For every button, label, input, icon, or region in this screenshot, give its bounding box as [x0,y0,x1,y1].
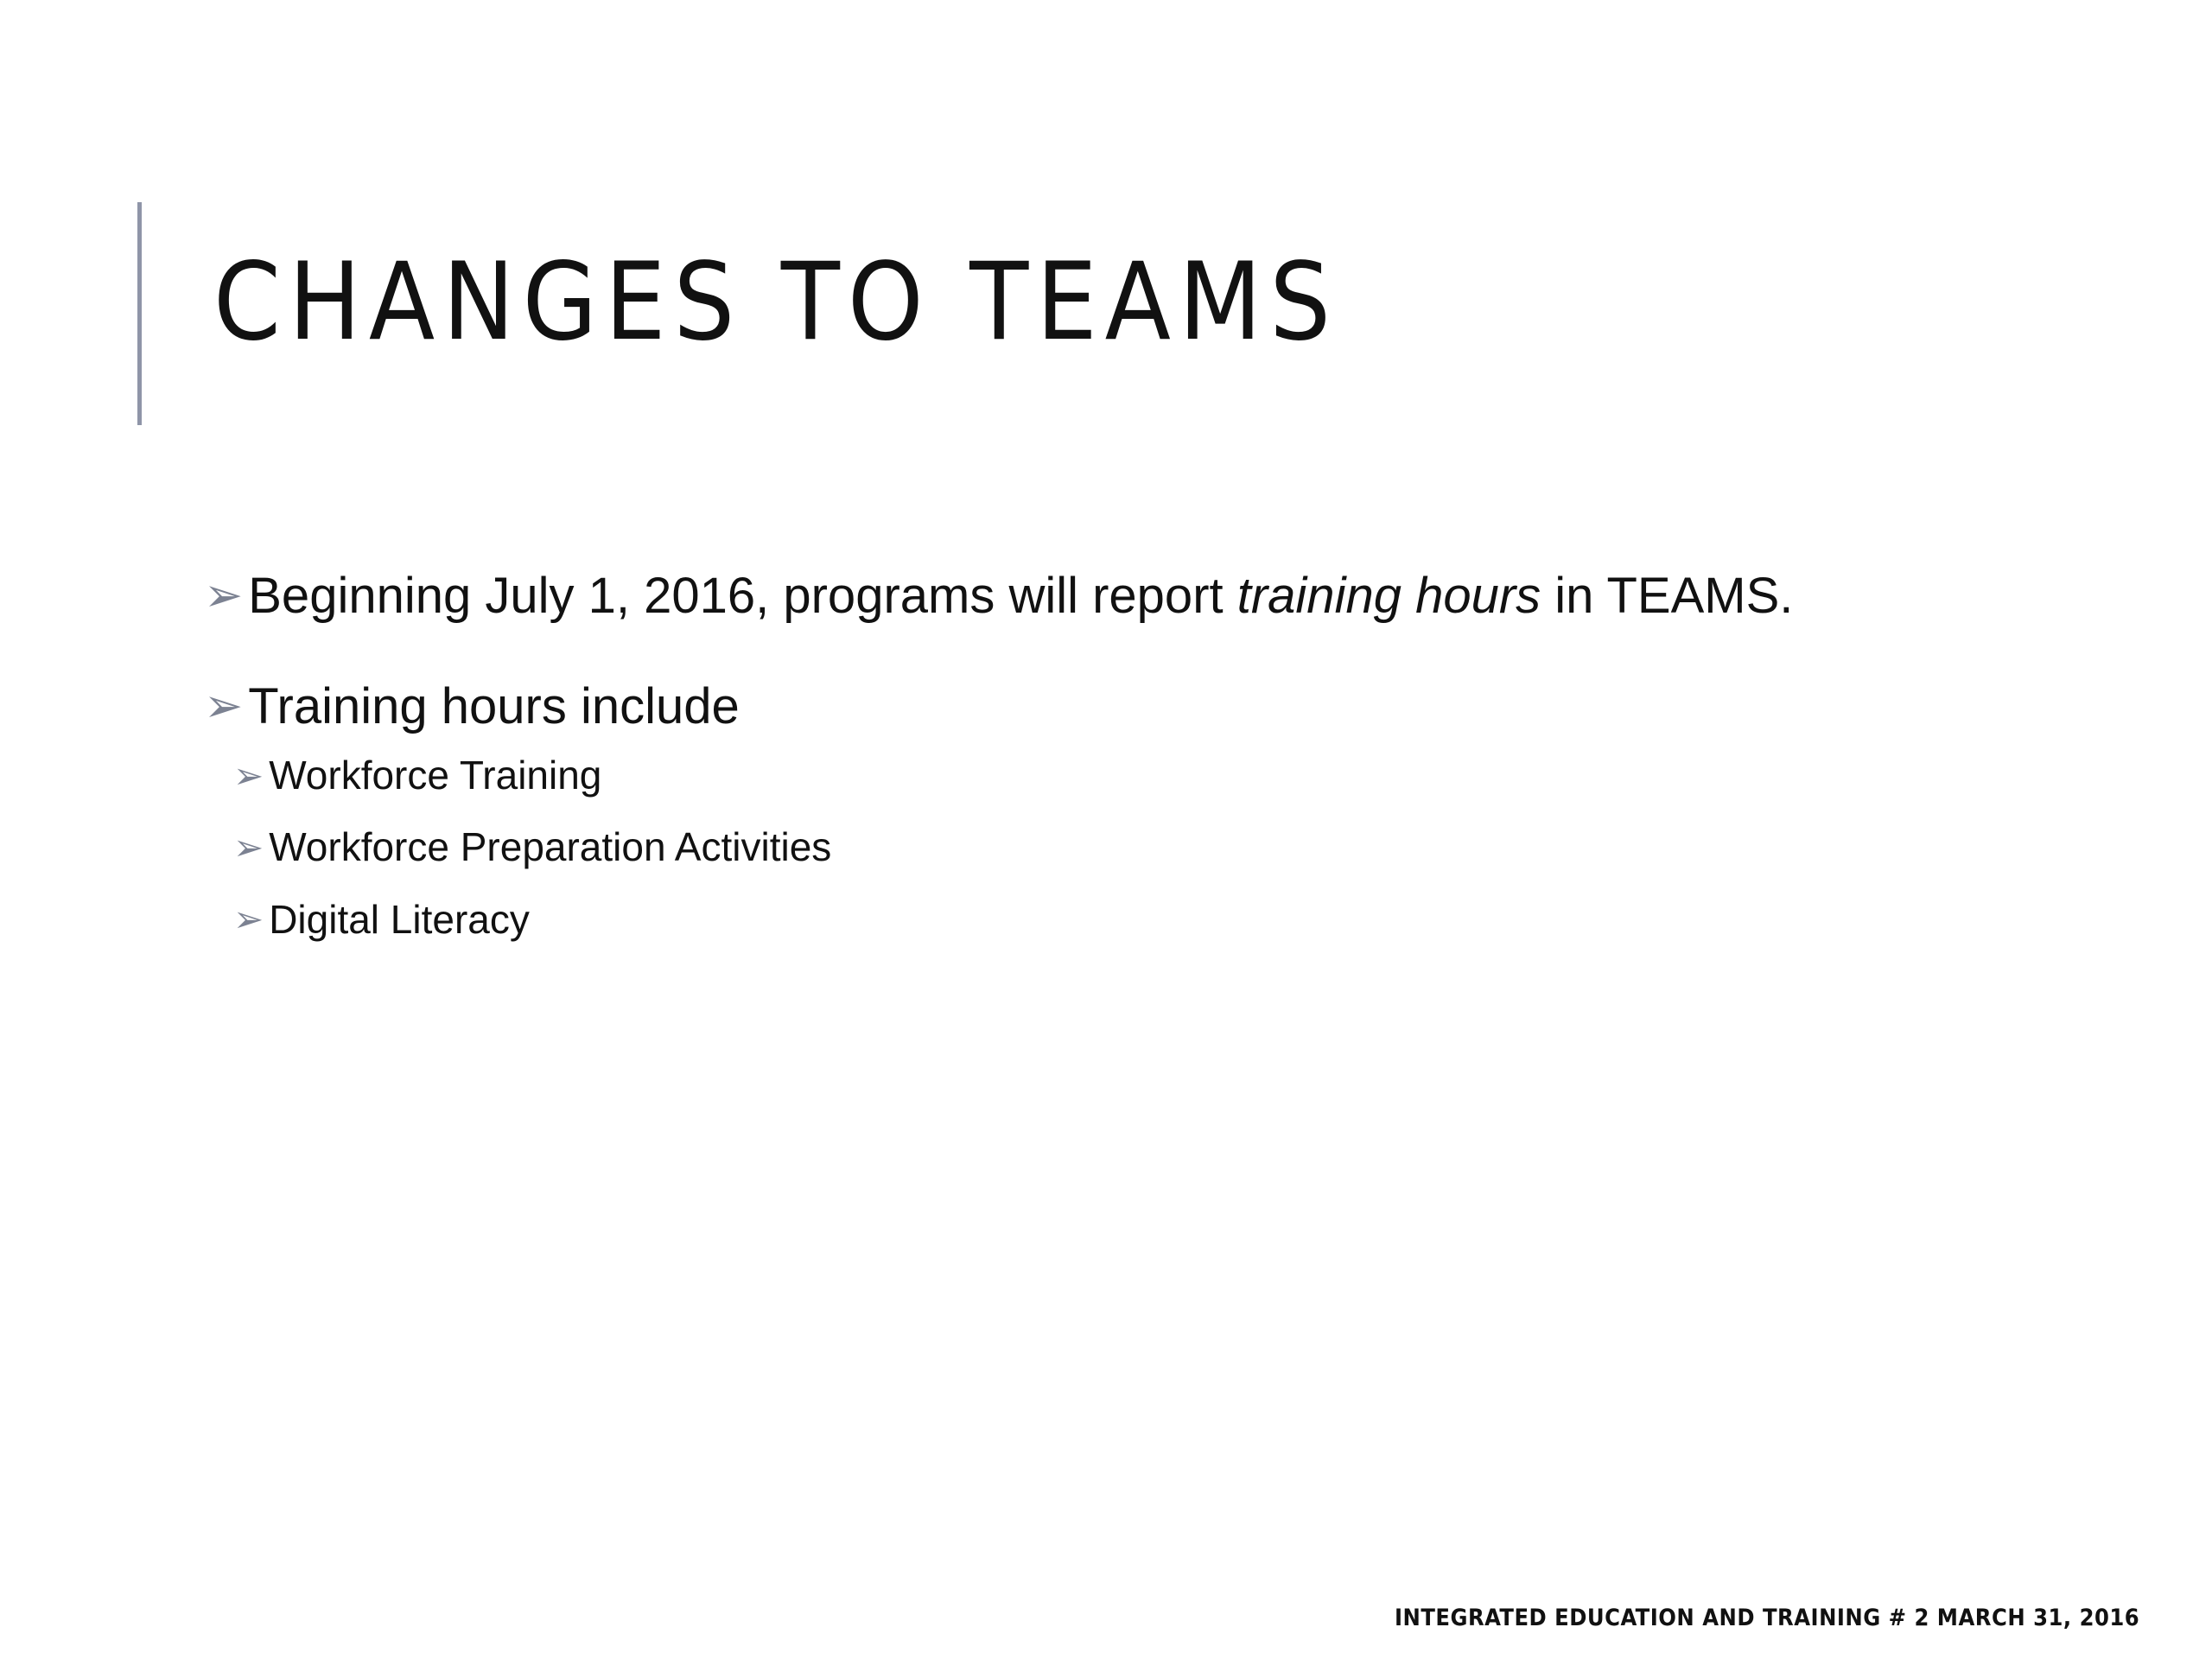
bullet-list [204,566,2036,944]
sub-bullet-text: Workforce Training [269,753,602,798]
bullet-item [204,677,2036,737]
bullet-text-emphasis: training hours [1236,568,1541,624]
title-accent-bar [137,202,142,425]
bullet-text [248,566,1793,626]
bullet-item [204,566,2036,626]
arrow-bullet-icon: ➢ [233,826,264,868]
sub-bullet-item [233,752,2036,799]
slide-footer: INTEGRATED EDUCATION AND TRAINING # 2 MARCH 31, 2016 [1395,1605,2140,1631]
slide-title: CHANGES TO TEAMS [213,240,1339,365]
arrow-bullet-icon: ➢ [204,569,244,622]
arrow-bullet-icon: ➢ [233,754,264,796]
sub-bullet-text: Workforce Preparation Activities [269,824,832,870]
sub-bullet-text: Digital Literacy [269,896,530,942]
sub-bullet-item [233,823,2036,871]
sub-bullet-item [233,896,2036,944]
arrow-bullet-icon: ➢ [204,679,244,732]
arrow-bullet-icon: ➢ [233,898,264,939]
bullet-text-end: in TEAMS. [1541,568,1794,624]
bullet-text-start: Beginning July 1, 2016, programs will report [248,568,1237,624]
bullet-text: Training hours include [248,677,740,734]
